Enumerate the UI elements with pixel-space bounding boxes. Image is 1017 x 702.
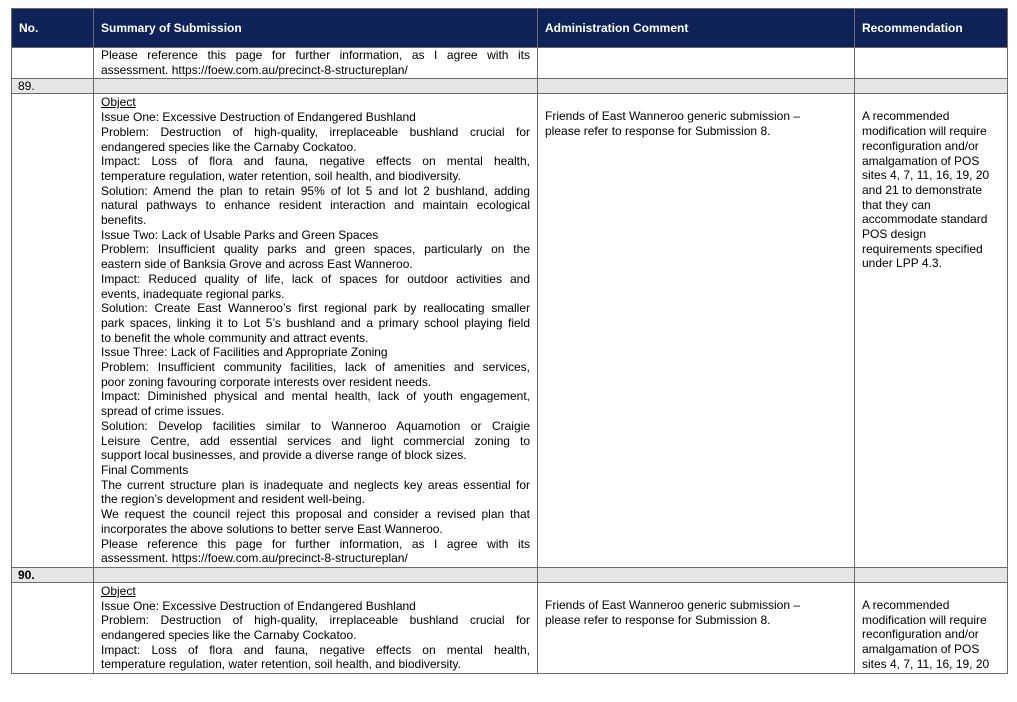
text-line: Issue One: Excessive Destruction of Endangered Bushland: [101, 598, 416, 613]
text-line: temperature regulation, water retention, soil health, and biodiversity.: [101, 168, 461, 183]
object-label: Object: [101, 95, 136, 110]
header-admin-comment: Administration Comment: [538, 9, 855, 48]
text-line: temperature regulation, water retention, soil health, and biodiversity.: [101, 657, 461, 672]
text-line: amalgamation of POS: [862, 642, 980, 657]
text-line: events, inadequate regional parks.: [101, 286, 285, 301]
text-line: Solution: Develop facilities similar to Wanneroo Aquamotion or Craigie: [101, 418, 530, 433]
empty-cell: [538, 79, 855, 94]
recommendation-cell: [855, 582, 1008, 673]
text-line: please refer to response for Submission 8.: [545, 612, 771, 627]
text-line: A recommended: [862, 597, 950, 612]
summary-cell: [94, 48, 538, 79]
text-line: We request the council reject this proposal and consider a revised plan that: [101, 507, 530, 522]
summary-cell: [94, 94, 538, 568]
text-line: and 21 to demonstrate: [862, 182, 983, 197]
text-line: Impact: Loss of flora and fauna, negative effects on mental health,: [101, 642, 530, 657]
text-line: requirements specified: [862, 241, 983, 256]
table-row-number-90: [12, 567, 1008, 582]
recommendation-cell: [855, 48, 1008, 79]
text-line: spread of crime issues.: [101, 404, 225, 419]
admin-cell: [538, 582, 855, 673]
submission-number: 90.: [12, 567, 94, 582]
text-line: Problem: Destruction of high-quality, irreplaceable bushland crucial for: [101, 613, 530, 628]
text-line: eastern side of Banksia Grove and across East Wanneroo.: [101, 257, 413, 272]
text-line: A recommended: [862, 109, 950, 124]
text-line: Solution: Amend the plan to retain 95% of lot 5 and lot 2 bushland, adding: [101, 183, 530, 198]
summary-cell: [94, 582, 538, 673]
text-line: Please reference this page for further information, as I agree with its: [101, 536, 530, 551]
header-no: No.: [12, 9, 94, 48]
text-line: Leisure Centre, add essential services and light commercial zoning to: [101, 433, 530, 448]
submissions-table: [11, 8, 1008, 674]
text-line: endangered species like the Carnaby Cockatoo.: [101, 139, 357, 154]
text-line: please refer to response for Submission 8.: [545, 124, 771, 139]
table-row-submission-89: [12, 94, 1008, 568]
summary-text: [101, 110, 530, 566]
text-line: Issue One: Excessive Destruction of Endangered Bushland: [101, 110, 416, 125]
header-summary: Summary of Submission: [94, 9, 538, 48]
recommendation-cell: [855, 94, 1008, 568]
text-line: to benefit the whole community and attract events.: [101, 330, 369, 345]
text-line: Problem: Insufficient quality parks and green spaces, particularly on the: [101, 242, 530, 257]
text-line: Problem: Destruction of high-quality, irreplaceable bushland crucial for: [101, 124, 530, 139]
no-cell: [12, 582, 94, 673]
text-line: Impact: Diminished physical and mental health, lack of youth engagement,: [101, 389, 530, 404]
text-line: reconfiguration and/or: [862, 138, 979, 153]
text-line: accommodate standard: [862, 212, 988, 227]
empty-cell: [855, 567, 1008, 582]
submission-number: 89.: [12, 79, 94, 94]
empty-cell: [855, 79, 1008, 94]
object-label: Object: [101, 583, 136, 598]
text-line: that they can: [862, 197, 931, 212]
text-line: the region’s development and resident well-being.: [101, 492, 365, 507]
text-line: assessment. https://foew.com.au/precinct-8-structureplan/: [101, 62, 408, 77]
text-line: natural pathways to enhance resident interaction and maintain ecological: [101, 198, 530, 213]
text-line: sites 4, 7, 11, 16, 19, 20: [862, 168, 990, 183]
summary-text: [101, 599, 530, 673]
text-line: assessment. https://foew.com.au/precinct-8-structureplan/: [101, 551, 408, 566]
text-line: reconfiguration and/or: [862, 627, 979, 642]
empty-cell: [538, 567, 855, 582]
text-line: modification will require: [862, 612, 987, 627]
empty-cell: [94, 567, 538, 582]
text-line: benefits.: [101, 213, 147, 228]
text-line: modification will require: [862, 124, 987, 139]
text-line: support local businesses, and provide a diverse range of block sizes.: [101, 448, 467, 463]
text-line: Issue Three: Lack of Facilities and Appropriate Zoning: [101, 345, 388, 360]
no-cell: [12, 48, 94, 79]
table-row-continuation: [12, 48, 1008, 79]
text-line: Final Comments: [101, 462, 189, 477]
text-line: amalgamation of POS: [862, 153, 980, 168]
admin-cell: [538, 48, 855, 79]
text-line: endangered species like the Carnaby Cockatoo.: [101, 628, 357, 643]
text-line: Problem: Insufficient community facilities, lack of amenities and services,: [101, 360, 530, 375]
text-line: The current structure plan is inadequate and neglects key areas essential for: [101, 477, 530, 492]
text-line: incorporates the above solutions to better serve East Wanneroo.: [101, 521, 443, 536]
table-row-number-89: [12, 79, 1008, 94]
empty-cell: [94, 79, 538, 94]
text-line: poor zoning favouring corporate interests over resident needs.: [101, 374, 432, 389]
text-line: park spaces, linking it to Lot 5’s bushland and a primary school playing field: [101, 315, 530, 330]
no-cell: [12, 94, 94, 568]
table-header-row: [12, 9, 1008, 48]
text-line: sites 4, 7, 11, 16, 19, 20: [862, 656, 990, 671]
text-line: Solution: Create East Wanneroo’s first regional park by reallocating smaller: [101, 301, 530, 316]
header-recommendation: Recommendation: [855, 9, 1008, 48]
text-line: under LPP 4.3.: [862, 256, 942, 271]
text-line: Friends of East Wanneroo generic submission –: [545, 109, 801, 124]
text-line: Impact: Reduced quality of life, lack of spaces for outdoor activities and: [101, 271, 530, 286]
text-line: POS design: [862, 227, 927, 242]
text-line: Please reference this page for further information, as I agree with its: [101, 48, 530, 62]
admin-cell: [538, 94, 855, 568]
text-line: Issue Two: Lack of Usable Parks and Green Spaces: [101, 227, 379, 242]
text-line: Impact: Loss of flora and fauna, negative effects on mental health,: [101, 154, 530, 169]
text-line: Friends of East Wanneroo generic submission –: [545, 597, 801, 612]
table-row-submission-90: [12, 582, 1008, 673]
